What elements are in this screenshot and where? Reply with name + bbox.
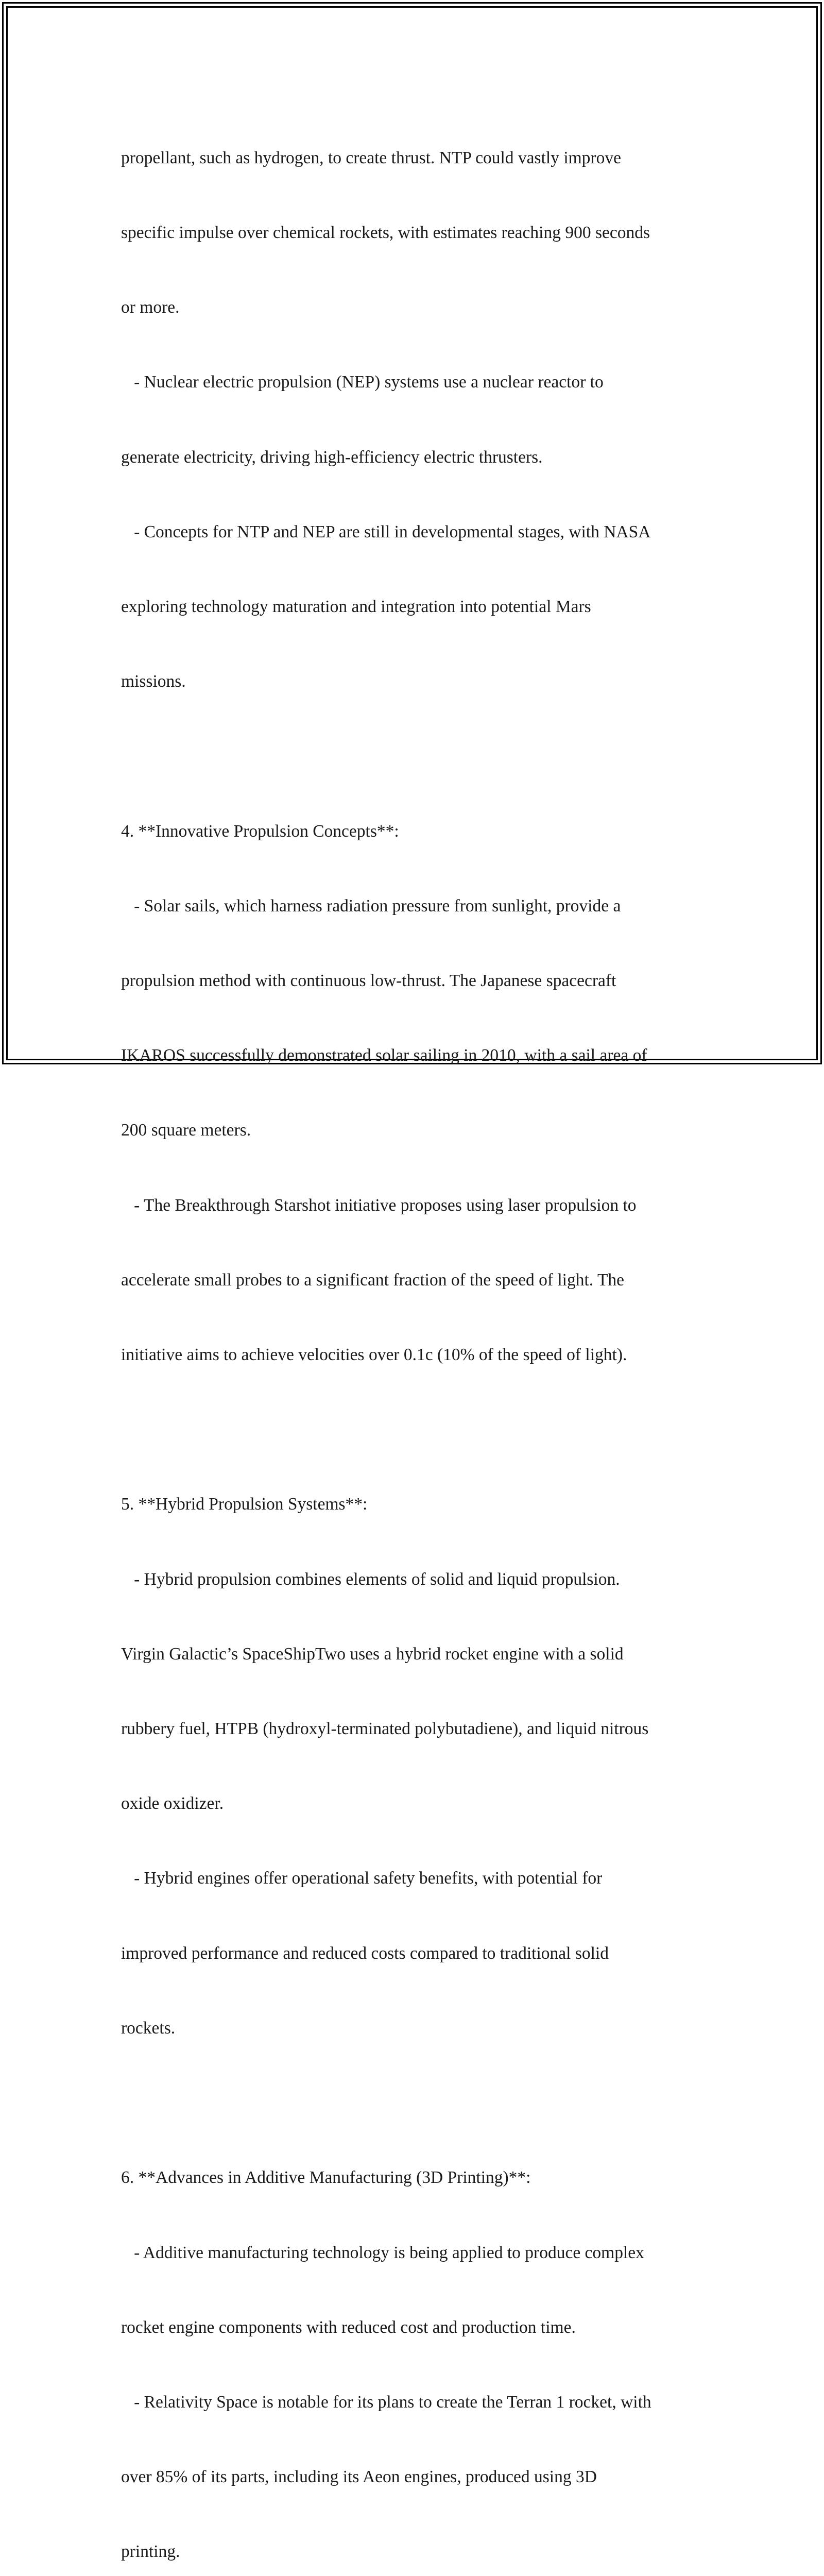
section-heading: 4. **Innovative Propulsion Concepts**:: [121, 821, 399, 841]
section-heading: 5. **Hybrid Propulsion Systems**:: [121, 1495, 368, 1514]
text-line: - Nuclear electric propulsion (NEP) systems use a nuclear reactor to: [121, 372, 604, 392]
text-line: over 85% of its parts, including its Aeon engines, produced using 3D: [121, 2467, 597, 2487]
text-line: - Solar sails, which harness radiation pressure from sunlight, provide a: [121, 896, 621, 916]
text-line: Virgin Galactic’s SpaceShipTwo uses a hybrid rocket engine with a solid: [121, 1644, 624, 1664]
text-line: or more.: [121, 298, 180, 317]
text-line: IKAROS successfully demonstrated solar sailing in 2010, with a sail area of: [121, 1046, 647, 1065]
text-line: missions.: [121, 672, 186, 691]
blank-line: [121, 2091, 708, 2115]
text-line: oxide oxidizer.: [121, 1794, 224, 1814]
text-line: rockets.: [121, 2018, 176, 2038]
section-heading: 6. **Advances in Additive Manufacturing (3D Printing)**:: [121, 2168, 531, 2188]
text-line: accelerate small probes to a significant fraction of the speed of light. The: [121, 1270, 625, 1290]
text-line: rubbery fuel, HTPB (hydroxyl-terminated polybutadiene), and liquid nitrous: [121, 1719, 649, 1739]
text-line: improved performance and reduced costs compared to traditional solid: [121, 1943, 609, 1963]
text-line: generate electricity, driving high-efficiency electric thrusters.: [121, 447, 543, 467]
text-line: - Relativity Space is notable for its plans to create the Terran 1 rocket, with: [121, 2392, 651, 2412]
blank-line: [121, 1417, 708, 1442]
text-line: rocket engine components with reduced cost and production time.: [121, 2317, 576, 2337]
text-line: - Concepts for NTP and NEP are still in developmental stages, with NASA: [121, 522, 651, 541]
text-line: printing.: [121, 2542, 180, 2562]
text-line: - Hybrid propulsion combines elements of solid and liquid propulsion.: [121, 1569, 620, 1589]
text-line: - Hybrid engines offer operational safety benefits, with potential for: [121, 1869, 603, 1888]
text-line: propellant, such as hydrogen, to create thrust. NTP could vastly improve: [121, 148, 621, 167]
document-body: [121, 96, 708, 2576]
text-line: - Additive manufacturing technology is being applied to produce complex: [121, 2243, 644, 2262]
text-line: exploring technology maturation and integration into potential Mars: [121, 597, 591, 617]
text-line: - The Breakthrough Starshot initiative proposes using laser propulsion to: [121, 1195, 637, 1215]
text-line: propulsion method with continuous low-thrust. The Japanese spacecraft: [121, 971, 616, 991]
text-line: 200 square meters.: [121, 1121, 251, 1140]
text-line: specific impulse over chemical rockets, with estimates reaching 900 seconds: [121, 223, 650, 243]
text-line: initiative aims to achieve velocities over 0.1c (10% of the speed of light).: [121, 1345, 627, 1365]
blank-line: [121, 744, 708, 769]
